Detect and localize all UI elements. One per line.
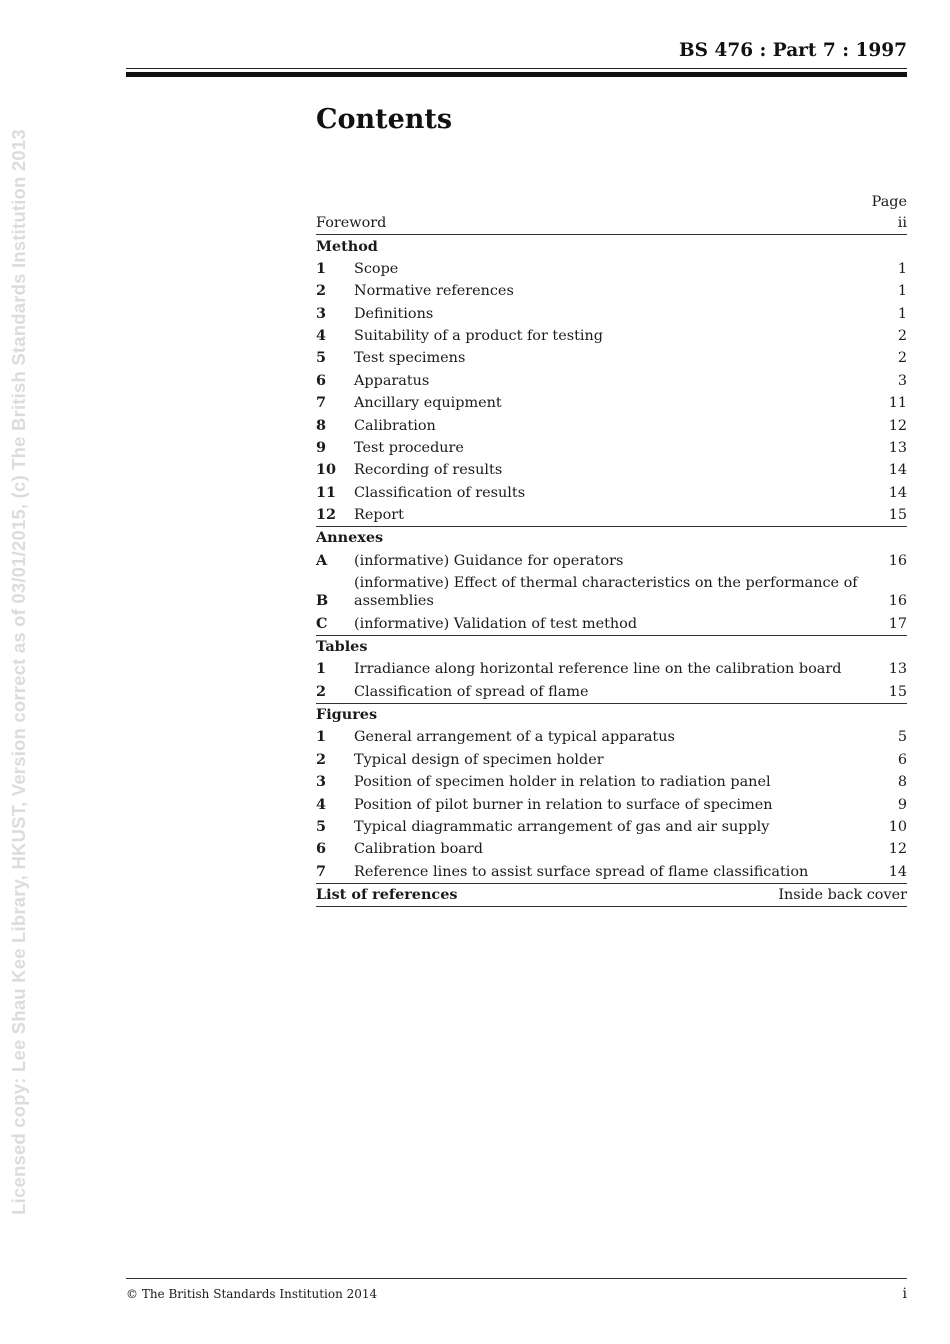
toc-entry-page: Inside back cover [778,887,907,904]
toc-entry-number: 2 [316,750,327,768]
toc-entry-page: 14 [888,462,907,479]
toc-entry-number: 10 [316,461,337,479]
toc-entry-page: 17 [888,615,907,632]
table-of-contents [316,192,907,907]
copyright-notice: © The British Standards Institution 2014 [126,1287,378,1301]
toc-entry[interactable] [316,347,907,369]
toc-entry[interactable] [316,550,907,572]
toc-entry[interactable] [316,370,907,392]
toc-entry-page: 6 [897,751,907,768]
toc-entry[interactable] [316,414,907,436]
toc-entry-number: 1 [316,259,327,277]
toc-entry-references[interactable] [316,884,907,907]
toc-entry[interactable] [316,572,907,612]
toc-entry-number: 3 [316,304,327,322]
toc-entry-title: Foreword [316,215,387,232]
toc-entry-title: Apparatus [354,372,430,389]
toc-entry[interactable] [316,816,907,838]
toc-entry-number: 4 [316,327,327,345]
page-column-label: Page [871,194,907,210]
toc-entry-number: C [316,614,328,632]
toc-entry-title: Ancillary equipment [354,395,502,412]
toc-entry-number: 1 [316,728,327,746]
method-list [316,258,907,528]
toc-entry-page: 1 [897,283,907,300]
toc-entry-page: 15 [888,683,907,700]
toc-entry-page: 15 [888,507,907,524]
toc-entry-title: Test specimens [354,350,466,367]
toc-entry[interactable] [316,838,907,860]
toc-entry-page: 1 [897,305,907,322]
toc-entry[interactable] [316,793,907,815]
toc-entry-number: 1 [316,660,327,678]
toc-entry-page: 14 [888,484,907,501]
toc-entry[interactable] [316,861,907,884]
toc-entry-title: Typical diagrammatic arrangement of gas and air supply [354,818,770,835]
toc-entry-number: 11 [316,483,337,501]
toc-entry[interactable] [316,771,907,793]
toc-entry-page: 11 [888,395,907,412]
toc-entry-number: 5 [316,817,327,835]
toc-entry-title: Calibration board [354,841,483,858]
toc-entry-number: 2 [316,682,327,700]
toc-entry[interactable] [316,681,907,704]
toc-entry-page: 13 [888,439,907,456]
toc-entry[interactable] [316,749,907,771]
toc-entry-title: Typical design of specimen holder [354,751,604,768]
toc-entry-page: 12 [888,841,907,858]
toc-entry-number: 3 [316,773,327,791]
toc-entry-page: ii [897,215,907,232]
toc-entry-page: 9 [897,796,907,813]
toc-entry-number: 8 [316,416,327,434]
toc-entry-title: Irradiance along horizontal reference line on the calibration board [354,661,842,678]
toc-entry-title: General arrangement of a typical apparatus [354,729,675,746]
toc-entry[interactable] [316,392,907,414]
toc-entry[interactable] [316,658,907,680]
toc-entry-number: 9 [316,438,327,456]
toc-entry-title: Reference lines to assist surface spread of flame classification [354,863,809,880]
toc-entry-number: A [316,551,328,569]
toc-entry-title: Position of specimen holder in relation to radiation panel [354,774,771,791]
toc-entry-title: List of references [316,886,458,904]
toc-entry-number: 2 [316,282,327,300]
toc-entry-number: B [316,592,329,610]
standard-id: BS 476 : Part 7 : 1997 [679,40,907,61]
toc-entry-page: 16 [888,593,907,610]
toc-entry[interactable] [316,325,907,347]
toc-entry-page: 2 [897,350,907,367]
figures-list [316,726,907,884]
page-title: Contents [316,104,453,135]
toc-entry-page: 12 [888,417,907,434]
toc-entry-page: 1 [897,260,907,277]
toc-entry-page: 8 [897,774,907,791]
toc-entry-title: Suitability of a product for testing [354,328,603,345]
page-number: i [902,1286,907,1302]
watermark: Licensed copy: Lee Shau Kee Library, HKUST, Version correct as of 03/01/2015, (c) The British Standards Institution 2013 [8,129,29,1215]
section-heading-method: Method [316,237,378,255]
toc-entry-number: 7 [316,862,327,880]
section-heading-tables: Tables [316,637,368,655]
toc-entry[interactable] [316,726,907,748]
footer-rule [126,1278,907,1279]
tables-list [316,658,907,704]
toc-entry-title: Test procedure [354,439,464,456]
header-rule-thick [126,72,907,77]
toc-entry[interactable] [316,303,907,325]
toc-entry-title: (informative) Guidance for operators [354,552,624,569]
toc-entry-number: 6 [316,840,327,858]
toc-entry[interactable] [316,437,907,459]
toc-entry[interactable] [316,504,907,527]
toc-entry-page: 14 [888,863,907,880]
toc-entry-page: 10 [888,818,907,835]
toc-entry[interactable] [316,280,907,302]
header-rule-thin [126,68,907,69]
toc-entry[interactable] [316,459,907,481]
toc-entry-title: Classification of spread of flame [354,683,589,700]
toc-entry-title: Report [354,507,404,524]
toc-entry-number: 12 [316,506,337,524]
toc-entry-number: 7 [316,394,327,412]
toc-entry-title: Normative references [354,283,514,300]
toc-entry-number: 5 [316,349,327,367]
toc-entry-foreword[interactable] [316,212,907,235]
toc-entry-title: Position of pilot burner in relation to surface of specimen [354,796,773,813]
toc-entry-page: 3 [897,372,907,389]
toc-entry-title: Classification of results [354,484,526,501]
toc-entry-page: 13 [888,661,907,678]
section-heading-annexes: Annexes [316,529,384,547]
toc-entry-page: 16 [888,552,907,569]
toc-entry[interactable] [316,612,907,635]
annexes-list [316,550,907,636]
toc-entry-title: Scope [354,260,399,277]
section-heading-figures: Figures [316,706,378,724]
toc-entry-title: Definitions [354,305,434,322]
toc-entry-title: Recording of results [354,462,503,479]
toc-entry-page: 2 [897,328,907,345]
toc-entry-number: 4 [316,795,327,813]
toc-entry-title: Calibration [354,417,436,434]
toc-entry[interactable] [316,258,907,280]
toc-entry-page: 5 [897,729,907,746]
toc-entry-title: (informative) Effect of thermal characteristics on the performance of assemblies [354,575,858,610]
toc-entry-title: (informative) Validation of test method [354,615,638,632]
toc-entry[interactable] [316,482,907,504]
toc-entry-number: 6 [316,371,327,389]
